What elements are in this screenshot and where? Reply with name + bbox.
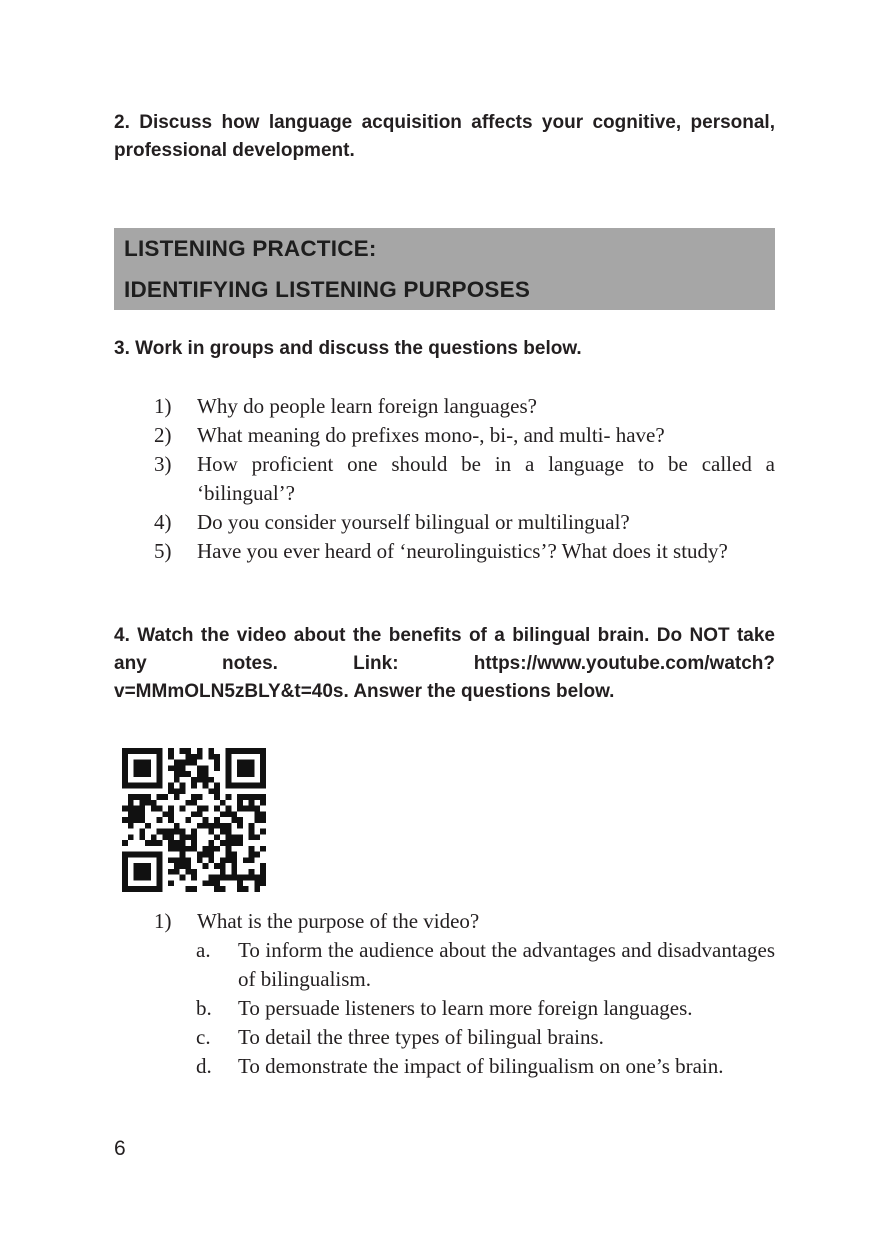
option-letter: a. [196, 938, 211, 962]
list-item [154, 907, 775, 936]
option-letter: c. [196, 1025, 211, 1049]
question-number: 1) [154, 394, 172, 418]
option-text: To inform the audience about the advantages and disadvantages of bilingualism. [238, 938, 775, 991]
question-text: Why do people learn foreign languages? [197, 394, 537, 418]
list-item [154, 421, 775, 450]
task-3-question-list [154, 392, 775, 566]
section-banner [114, 228, 775, 310]
qr-code-icon[interactable] [122, 748, 266, 892]
question-text: Do you consider yourself bilingual or multilingual? [197, 510, 630, 534]
answer-option-c [154, 1023, 775, 1052]
list-item [154, 392, 775, 421]
list-item [154, 450, 775, 508]
option-letter: d. [196, 1054, 212, 1078]
question-number: 5) [154, 539, 172, 563]
list-item [154, 537, 775, 566]
task-4-instruction: 4. Watch the video about the benefits of a bilingual brain. Do NOT take any notes. Link: https://www.youtube.com/watch?v=MMmOLN5zBLY&t=40s. Answer the questions below. [114, 625, 775, 702]
task-4-question-list [154, 907, 775, 1081]
option-text: To detail the three types of bilingual brains. [238, 1025, 604, 1049]
question-number: 1) [154, 909, 172, 933]
section-title-line-1: LISTENING PRACTICE: [124, 236, 377, 261]
question-number: 2) [154, 423, 172, 447]
question-text: What is the purpose of the video? [197, 909, 480, 933]
question-text: What meaning do prefixes mono-, bi-, and multi- have? [197, 423, 665, 447]
option-text: To persuade listeners to learn more foreign languages. [238, 996, 693, 1020]
task-2-instruction: 2. Discuss how language acquisition affects your cognitive, personal, professional development. [114, 112, 775, 161]
section-title-line-2: IDENTIFYING LISTENING PURPOSES [124, 277, 531, 302]
option-text: To demonstrate the impact of bilingualism on one’s brain. [238, 1054, 724, 1078]
question-number: 4) [154, 510, 172, 534]
question-text: How proficient one should be in a language to be called a ‘bilingual’? [197, 452, 775, 505]
answer-option-b [154, 994, 775, 1023]
answer-option-d [154, 1052, 775, 1081]
list-item [154, 508, 775, 537]
answer-option-a [154, 936, 775, 994]
option-letter: b. [196, 996, 212, 1020]
page-number: 6 [114, 1137, 126, 1160]
task-3-instruction: 3. Work in groups and discuss the questions below. [114, 338, 582, 359]
question-number: 3) [154, 452, 172, 476]
question-text: Have you ever heard of ‘neurolinguistics’? What does it study? [197, 539, 728, 563]
